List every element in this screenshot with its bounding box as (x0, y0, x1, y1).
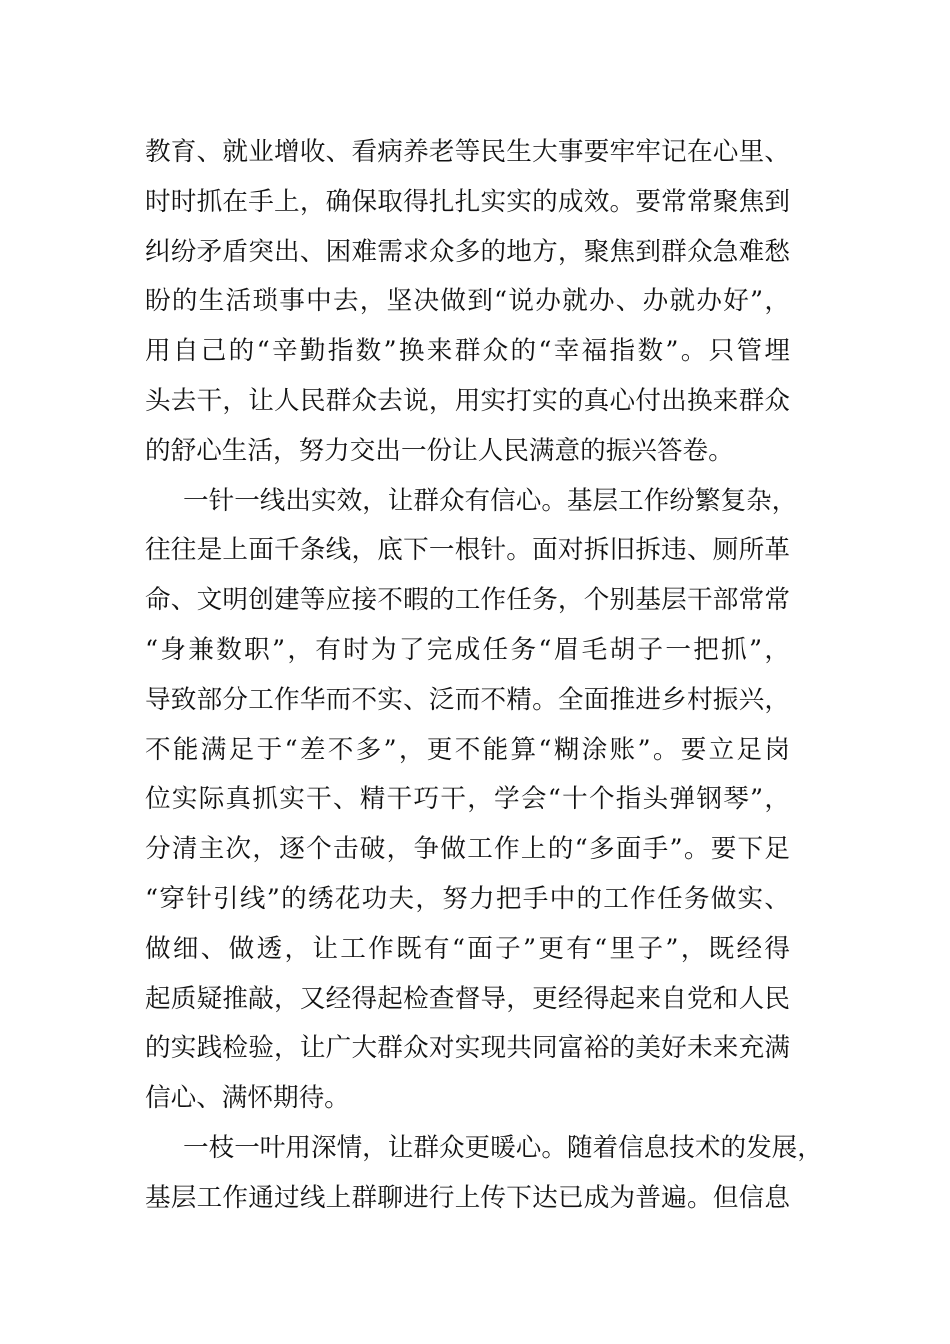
text-line: 基层工作通过线上群聊进行上传下达已成为普遍。但信息 (145, 1182, 790, 1213)
text-line: 用自己的“辛勤指数”换来群众的“幸福指数”。只管埋 (145, 336, 790, 367)
text-line: 分清主次，逐个击破，争做工作上的“多面手”。要下足 (145, 834, 790, 865)
text-line: 位实际真抓实干、精干巧干，学会“十个指头弹钢琴”， (145, 784, 790, 815)
paragraph-first-line: 一针一线出实效，让群众有信心。基层工作纷繁复杂， (183, 485, 798, 516)
text-line: 做细、做透，让工作既有“面子”更有“里子”，既经得 (145, 933, 790, 964)
text-line: 往往是上面千条线，底下一根针。面对拆旧拆违、厕所革 (145, 535, 790, 566)
text-line: 头去干，让人民群众去说，用实打实的真心付出换来群众 (145, 386, 790, 416)
text-line: 盼的生活琐事中去，坚决做到“说办就办、办就办好”， (145, 286, 790, 317)
text-line: 不能满足于“差不多”，更不能算“糊涂账”。要立足岗 (145, 734, 790, 765)
text-line: 教育、就业增收、看病养老等民生大事要牢牢记在心里、 (145, 137, 790, 167)
text-line: 起质疑推敲，又经得起检查督导，更经得起来自党和人民 (145, 983, 790, 1014)
text-line: 导致部分工作华而不实、泛而不精。全面推进乡村振兴， (145, 684, 790, 715)
text-line: 的舒心生活，努力交出一份让人民满意的振兴答卷。 (145, 435, 734, 466)
text-line: 的实践检验，让广大群众对实现共同富裕的美好未来充满 (145, 1033, 790, 1064)
text-line: 命、文明创建等应接不暇的工作任务，个别基层干部常常 (145, 585, 790, 616)
text-line: “身兼数职”，有时为了完成任务“眉毛胡子一把抓”， (145, 635, 790, 665)
text-line: 信心、满怀期待。 (145, 1083, 350, 1114)
text-line: 时时抓在手上，确保取得扎扎实实的成效。要常常聚焦到 (145, 186, 790, 217)
text-line: 纠纷矛盾突出、困难需求众多的地方，聚焦到群众急难愁 (145, 236, 790, 267)
text-line: “穿针引线”的绣花功夫，努力把手中的工作任务做实、 (145, 884, 790, 914)
paragraph-first-line: 一枝一叶用深情，让群众更暖心。随着信息技术的发展， (183, 1133, 823, 1163)
